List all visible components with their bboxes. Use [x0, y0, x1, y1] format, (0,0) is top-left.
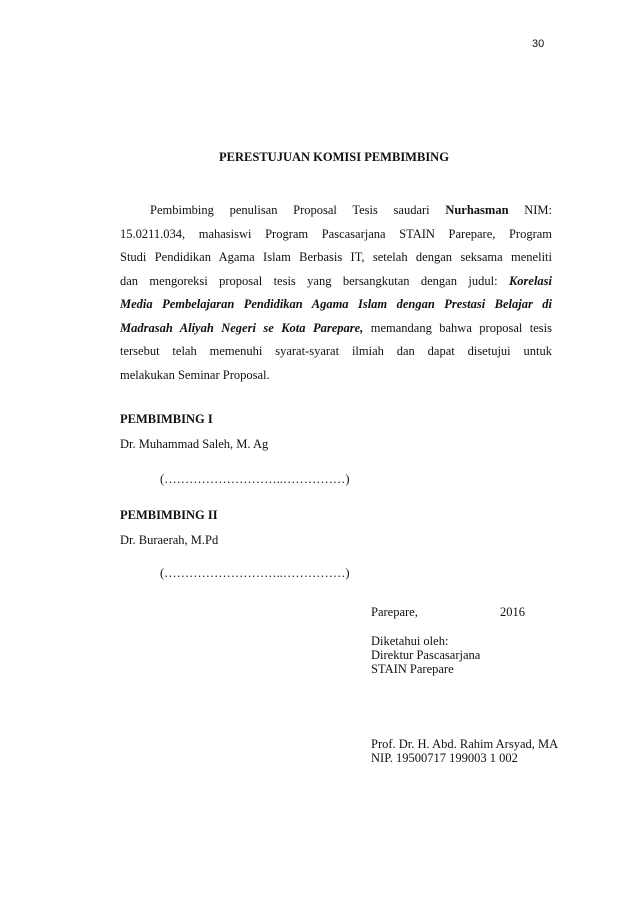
paragraph-line-8: tersebut telah memenuhi syarat-syarat ilmiah dan dapat disetujui untuk	[120, 344, 552, 358]
paragraph-line-1-end: NIM:	[524, 203, 553, 217]
director-name: Prof. Dr. H. Abd. Rahim Arsyad, MA	[371, 737, 559, 751]
supervisor-1-label: PEMBIMBING I	[120, 412, 213, 426]
paragraph-line-3: Studi Pendidikan Agama Islam Berbasis IT, setelah dengan seksama meneliti	[120, 250, 552, 264]
supervisor-2-signature-line: (………………………..……………)	[160, 566, 350, 580]
paragraph-line-4-start: dan mengoreksi proposal tesis yang bersangkutan dengan judul:	[120, 273, 498, 288]
document-title: PERESTUJUAN KOMISI PEMBIMBING	[219, 150, 449, 164]
paragraph-line-1-start: Pembimbing penulisan Proposal Tesis saudari	[150, 203, 430, 217]
paragraph-line-7-end: memandang bahwa proposal tesis	[370, 320, 553, 335]
paragraph-line-7	[120, 317, 552, 341]
supervisor-1-name: Dr. Muhammad Saleh, M. Ag	[120, 437, 269, 451]
known-by: Diketahui oleh:	[371, 634, 449, 648]
thesis-title-part-3: Madrasah Aliyah Negeri se Kota Parepare,	[120, 320, 364, 335]
approval-block	[371, 634, 480, 676]
institution-name: STAIN Parepare	[371, 662, 454, 676]
approval-paragraph	[120, 199, 552, 387]
approval-year: 2016	[500, 605, 525, 619]
supervisor-2-label: PEMBIMBING II	[120, 508, 218, 522]
thesis-title-part-2: Media Pembelajaran Pendidikan Agama Islam dengan Prestasi Belajar di	[120, 297, 552, 311]
director-position: Direktur Pascasarjana	[371, 648, 481, 662]
approval-place: Parepare,	[371, 605, 418, 619]
supervisor-2-name: Dr. Buraerah, M.Pd	[120, 533, 219, 547]
paragraph-line-9: melakukan Seminar Proposal.	[120, 367, 270, 382]
page-number: 30	[532, 38, 545, 50]
student-name: Nurhasman	[445, 203, 509, 217]
thesis-title-part-1: Korelasi	[508, 273, 552, 288]
director-nip: NIP. 19500717 199003 1 002	[371, 751, 518, 765]
supervisor-1-signature-line: (………………………..……………)	[160, 472, 350, 486]
paragraph-line-2: 15.0211.034, mahasiswi Program Pascasarjana STAIN Parepare, Program	[120, 226, 552, 241]
director-block	[371, 737, 558, 765]
paragraph-line-4	[120, 270, 552, 294]
paragraph-line-1	[120, 199, 552, 223]
